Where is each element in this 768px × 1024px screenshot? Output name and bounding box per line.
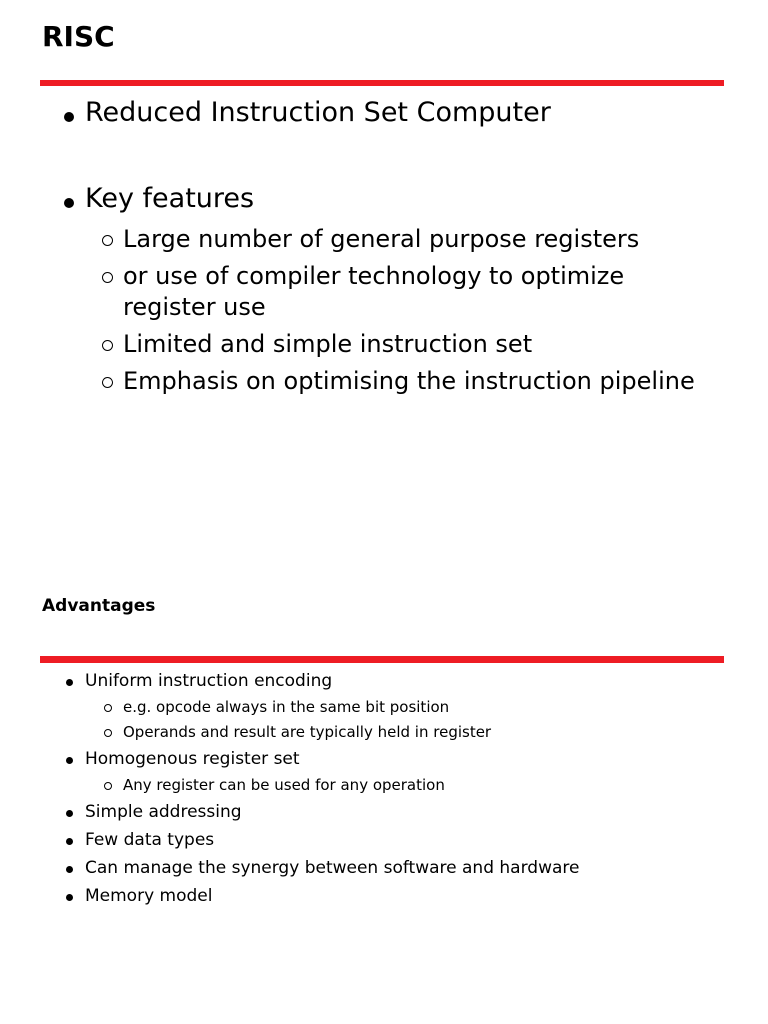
bullet-dot-icon xyxy=(66,866,73,873)
sub-bullet-text: Operands and result are typically held in register xyxy=(123,723,492,741)
bullet-text: Key features xyxy=(85,183,255,214)
slide-title: Advantages xyxy=(42,596,156,616)
title-underline xyxy=(40,656,724,663)
bullet-dot-icon xyxy=(64,198,74,208)
bullet-circle-icon xyxy=(104,782,112,790)
sub-bullet-item xyxy=(0,224,768,255)
sub-bullet-item xyxy=(0,261,768,323)
bullet-circle-icon xyxy=(102,235,113,246)
bullet-dot-icon xyxy=(66,757,73,764)
title-underline xyxy=(40,80,724,86)
sub-bullet-text: or use of compiler technology to optimize register use xyxy=(123,262,625,321)
bullet-item xyxy=(0,180,768,218)
bullet-circle-icon xyxy=(102,340,113,351)
bullet-item xyxy=(0,800,768,824)
sub-bullet-text: Large number of general purpose registers xyxy=(123,225,640,253)
slide-title: RISC xyxy=(42,20,115,53)
bullet-circle-icon xyxy=(102,272,113,283)
bullet-list xyxy=(0,94,768,397)
bullet-dot-icon xyxy=(66,894,73,901)
sub-bullet-item xyxy=(0,722,768,743)
bullet-item xyxy=(0,828,768,852)
sub-bullet-item xyxy=(0,329,768,360)
bullet-text: Homogenous register set xyxy=(85,749,300,769)
bullet-item xyxy=(0,669,768,693)
sub-bullet-item xyxy=(0,366,768,397)
bullet-circle-icon xyxy=(104,729,112,737)
bullet-dot-icon xyxy=(66,810,73,817)
bullet-item xyxy=(0,747,768,771)
sub-bullet-text: Emphasis on optimising the instruction pipeline xyxy=(123,367,695,395)
bullet-dot-icon xyxy=(66,679,73,686)
bullet-dot-icon xyxy=(64,112,74,122)
bullet-dot-icon xyxy=(66,838,73,845)
bullet-text: Memory model xyxy=(85,886,213,906)
sub-bullet-item xyxy=(0,775,768,796)
bullet-item xyxy=(0,884,768,908)
bullet-item xyxy=(0,856,768,880)
bullet-text: Few data types xyxy=(85,830,215,850)
bullet-text: Reduced Instruction Set Computer xyxy=(85,97,551,128)
bullet-circle-icon xyxy=(102,377,113,388)
bullet-text: Uniform instruction encoding xyxy=(85,671,333,691)
sub-bullet-text: e.g. opcode always in the same bit position xyxy=(123,698,450,716)
sub-bullet-item xyxy=(0,697,768,718)
bullet-circle-icon xyxy=(104,704,112,712)
bullet-list xyxy=(0,669,768,908)
bullet-text: Can manage the synergy between software and hardware xyxy=(85,858,580,878)
bullet-text: Simple addressing xyxy=(85,802,242,822)
sub-bullet-text: Any register can be used for any operation xyxy=(123,776,445,794)
bullet-item xyxy=(0,94,768,132)
sub-bullet-text: Limited and simple instruction set xyxy=(123,330,533,358)
slide-advantages xyxy=(0,580,768,1024)
